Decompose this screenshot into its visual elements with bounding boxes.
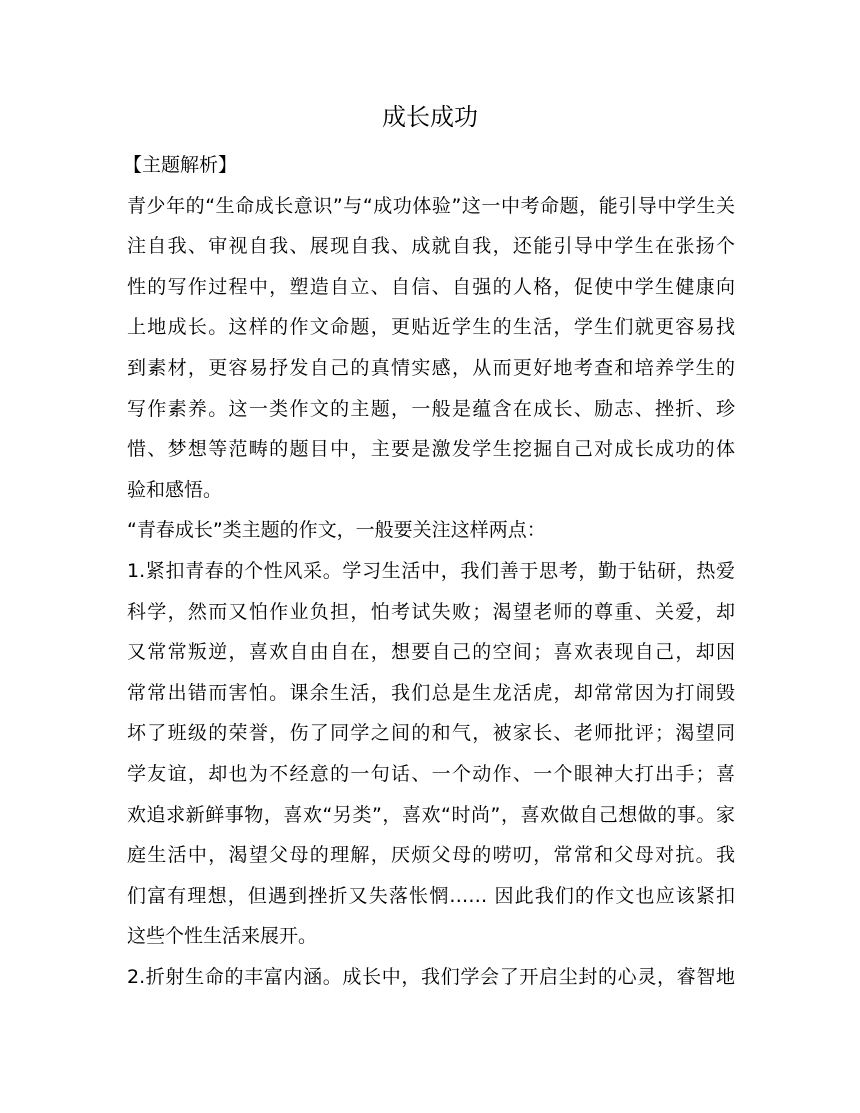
- document-title: 成长成功: [382, 103, 478, 131]
- paragraph-line: 写作素养。这一类作文的主题，一般是蕴含在成长、励志、挫折、珍: [127, 397, 735, 420]
- paragraph-line: 坏了班级的荣誉，伤了同学之间的和气，被家长、老师批评；渴望同: [127, 722, 735, 745]
- paragraph-line: 科学，然而又怕作业负担，怕考试失败；渴望老师的尊重、关爱，却: [127, 600, 735, 623]
- paragraph-line: 上地成长。这样的作文命题，更贴近学生的生活，学生们就更容易找: [127, 316, 735, 339]
- paragraph-line: “青春成长”类主题的作文，一般要关注这样两点：: [127, 519, 546, 542]
- paragraph-line: 这些个性生活来展开。: [127, 925, 318, 948]
- paragraph-line: 惜、梦想等范畴的题目中，主要是激发学生挖掘自己对成长成功的体: [127, 438, 735, 461]
- paragraph-line: 验和感悟。: [127, 478, 223, 501]
- paragraph-line: 又常常叛逆，喜欢自由自在，想要自己的空间；喜欢表现自己，却因: [127, 641, 735, 664]
- paragraph-line: 到素材，更容易抒发自己的真情实感，从而更好地考查和培养学生的: [127, 356, 735, 379]
- paragraph-line: 庭生活中，渴望父母的理解，厌烦父母的唠叨，常常和父母对抗。我: [127, 844, 735, 867]
- paragraph-line: 注自我、审视自我、展现自我、成就自我，还能引导中学生在张扬个: [127, 235, 735, 258]
- paragraph-line: 青少年的“生命成长意识”与“成功体验”这一中考命题，能引导中学生关: [127, 194, 735, 217]
- section-heading: 【主题解析】: [123, 154, 238, 176]
- paragraph-line: 常常出错而害怕。课余生活，我们总是生龙活虎，却常常因为打闹毁: [127, 681, 735, 704]
- paragraph-line: 1.紧扣青春的个性风采。学习生活中，我们善于思考，勤于钻研，热爱: [127, 559, 735, 582]
- document-body: [123, 145, 735, 997]
- paragraph-line: 们富有理想，但遇到挫折又失落怅惘…… 因此我们的作文也应该紧扣: [127, 884, 735, 907]
- paragraph-line: 欢追求新鲜事物，喜欢“另类”，喜欢“时尚”，喜欢做自己想做的事。家: [127, 803, 735, 826]
- paragraph-line: 学友谊，却也为不经意的一句话、一个动作、一个眼神大打出手；喜: [127, 762, 735, 785]
- paragraph-line: 2.折射生命的丰富内涵。成长中，我们学会了开启尘封的心灵，睿智地: [127, 965, 735, 988]
- paragraph-line: 性的写作过程中，塑造自立、自信、自强的人格，促使中学生健康向: [127, 275, 735, 298]
